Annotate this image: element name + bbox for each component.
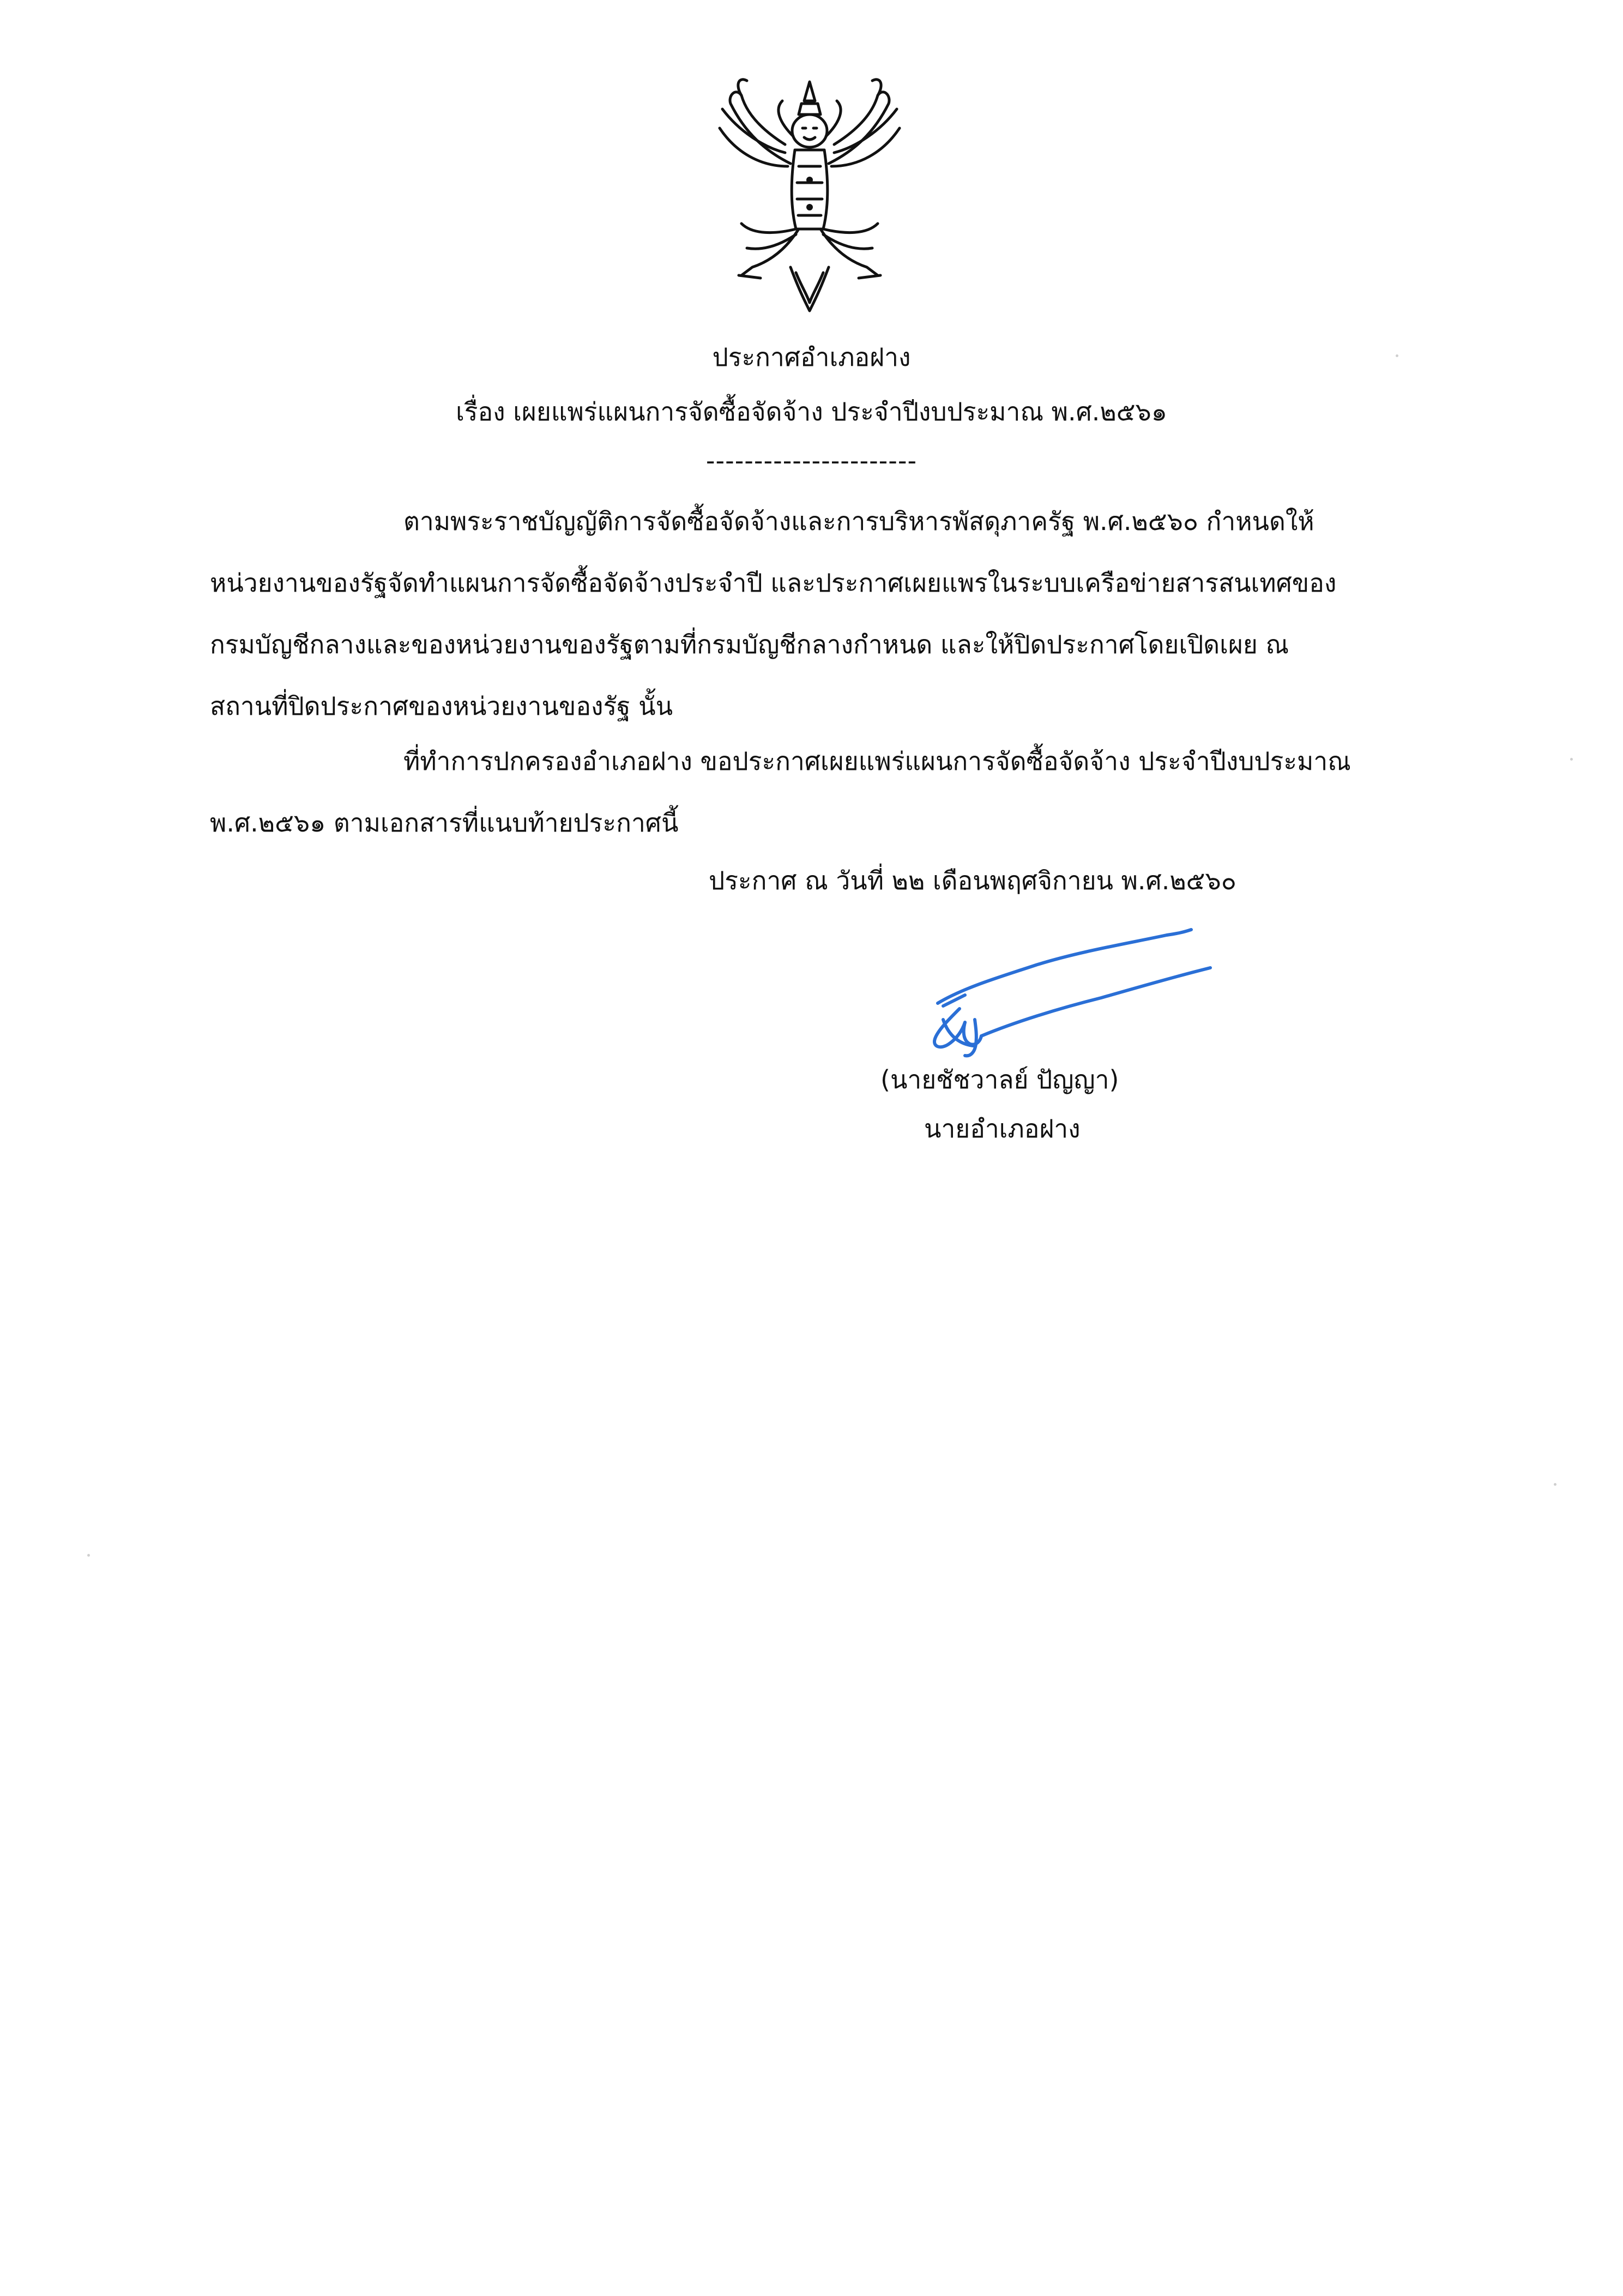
signer-name: (นายชัชวาลย์ ปัญญา): [880, 1065, 1119, 1094]
paragraph-line: กรมบัญชีกลางและของหน่วยงานของรัฐตามที่กรมบัญชีกลางกำหนด และให้ปิดประกาศโดยเปิดเผย ณ: [210, 630, 1289, 659]
paragraph-line: หน่วยงานของรัฐจัดทำแผนการจัดซื้อจัดจ้างประจำปี และประกาศเผยแพรในระบบเครือข่ายสารสนเทศของ: [210, 568, 1337, 598]
announcement-subject: เรื่อง เผยแพร่แผนการจัดซื้อจัดจ้าง ประจำปีงบประมาณ พ.ศ.๒๕๖๑: [456, 397, 1167, 426]
scan-speck: [1396, 354, 1398, 357]
garuda-emblem-icon: [709, 71, 910, 316]
announcement-title: ประกาศอำเภอฝาง: [712, 342, 911, 372]
handwritten-signature: [894, 927, 1254, 1074]
paragraph-line: พ.ศ.๒๕๖๑ ตามเอกสารที่แนบท้ายประกาศนี้: [210, 808, 679, 837]
body-paragraph-2: [210, 731, 1453, 854]
header-divider: ----------------------: [705, 446, 918, 475]
scan-speck: [87, 1554, 90, 1557]
scan-speck: [1554, 1483, 1556, 1486]
paragraph-line: ตามพระราชบัญญัติการจัดซื้อจัดจ้างและการบริหารพัสดุภาครัฐ พ.ศ.๒๕๖๐ กำหนดให้: [403, 507, 1314, 536]
signer-title: นายอำเภอฝาง: [924, 1114, 1081, 1143]
scan-speck: [1570, 758, 1573, 761]
announcement-date: ประกาศ ณ วันที่ ๒๒ เดือนพฤศจิกายน พ.ศ.๒๕๖๐: [709, 866, 1236, 895]
body-paragraph-1: [210, 491, 1453, 737]
paragraph-line: สถานที่ปิดประกาศของหน่วยงานของรัฐ นั้น: [210, 691, 673, 721]
paragraph-line: ที่ทำการปกครองอำเภอฝาง ขอประกาศเผยแพร่แผนการจัดซื้อจัดจ้าง ประจำปีงบประมาณ: [403, 746, 1351, 776]
